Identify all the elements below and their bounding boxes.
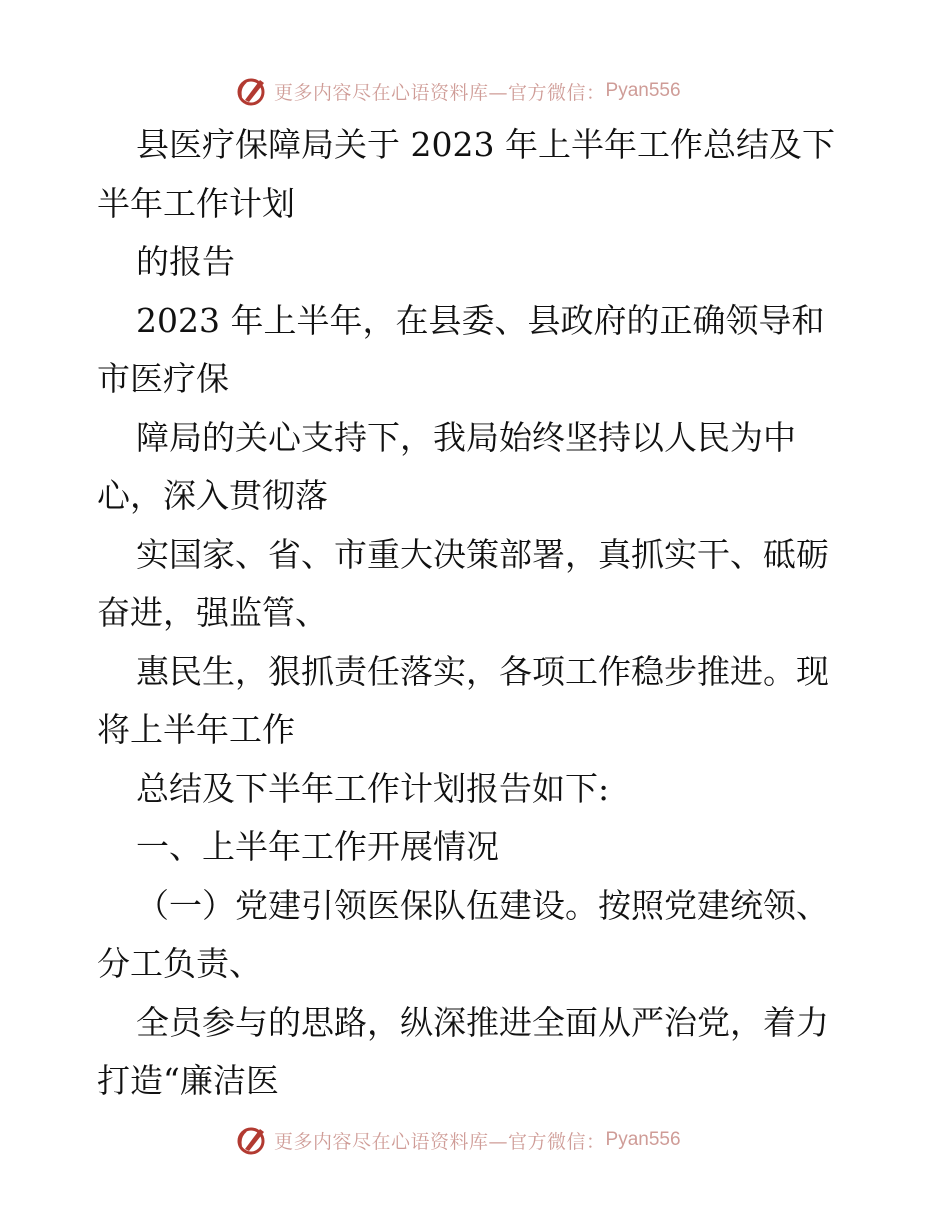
paragraph-line: 打造“廉洁医 [97,1061,279,1100]
paragraph-line: 2023 年上半年，在县委、县政府的正确领导和 [136,300,825,340]
title-line: 的报告 [136,242,235,281]
paragraph-line: （一）党建引领医保队伍建设。按照党建统领、 [136,885,829,925]
paragraph-line: 全员参与的思路，纵深推进全面从严治党，着力 [136,1002,829,1042]
document-body [97,116,857,1111]
watermark-text: 更多内容尽在心语资料库—官方微信： [274,1130,606,1153]
quill-seal-icon [236,1123,270,1157]
paragraph-line: 惠民生，狠抓责任落实，各项工作稳步推进。现 [136,651,829,691]
watermark-id: Pyan556 [605,80,681,101]
title-line: 半年工作计划 [97,183,295,223]
watermark-footer [236,1123,681,1157]
quill-seal-icon [236,74,270,108]
paragraph-line: 实国家、省、市重大决策部署，真抓实干、砥砺 [136,534,829,574]
paragraph-line: 将上半年工作 [97,710,295,749]
paragraph-line: 分工负责、 [97,944,262,983]
paragraph-line: 奋进，强监管、 [97,593,328,632]
paragraph-line: 心，深入贯彻落 [97,476,328,515]
paragraph-line: 障局的关心支持下，我局始终坚持以人民为中 [136,417,796,457]
section-heading: 一、上半年工作开展情况 [136,827,499,866]
watermark-id: Pyan556 [605,1129,681,1150]
paragraph-line: 总结及下半年工作计划报告如下: [136,768,610,808]
paragraph-line: 市医疗保 [97,359,229,398]
watermark-header [236,74,681,108]
watermark-text: 更多内容尽在心语资料库—官方微信： [274,81,606,104]
title-line: 县医疗保障局关于 2023 年上半年工作总结及下 [136,125,835,164]
